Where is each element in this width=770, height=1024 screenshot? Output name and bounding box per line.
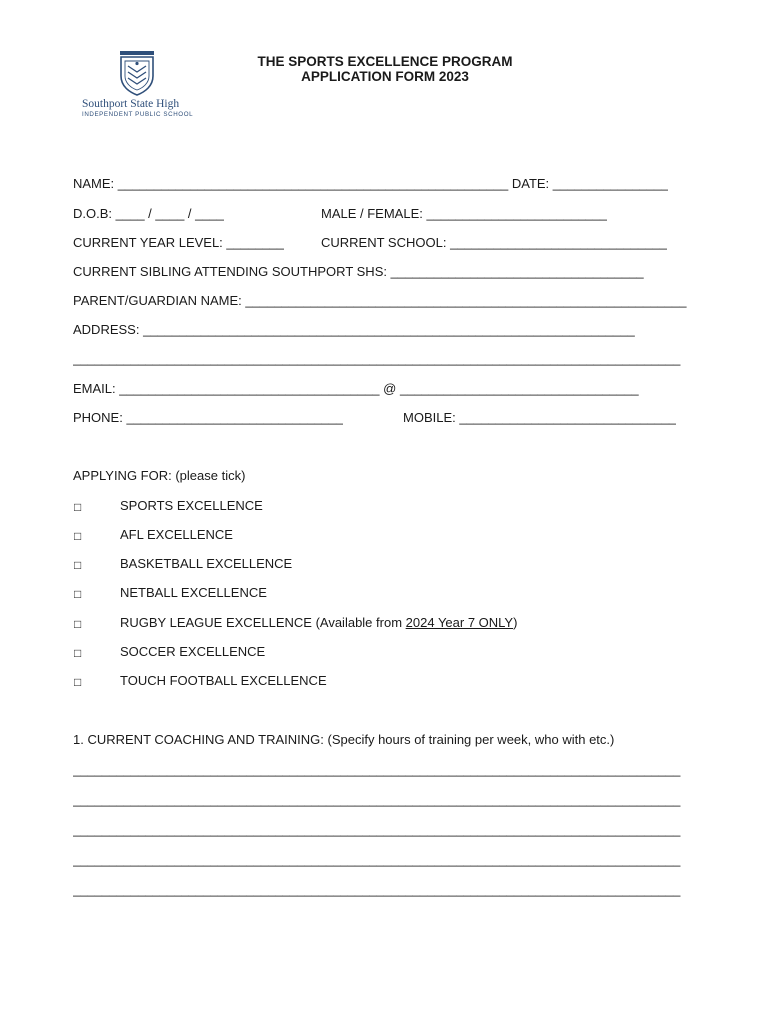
rugby-note-suffix: ) bbox=[513, 615, 518, 630]
checkbox-rugby-league[interactable]: □ bbox=[74, 617, 82, 631]
option-sports-excellence: SPORTS EXCELLENCE bbox=[120, 498, 263, 513]
address-field[interactable] bbox=[73, 322, 695, 338]
mobile-field[interactable] bbox=[403, 410, 676, 426]
phone-field[interactable] bbox=[73, 410, 343, 426]
mobile-label: MOBILE: bbox=[403, 410, 456, 425]
date-label: DATE: bbox=[511, 176, 550, 191]
dob-blank[interactable]: ____ / ____ / ____ bbox=[115, 206, 225, 221]
current-school-field[interactable] bbox=[321, 235, 667, 251]
address-label: ADDRESS: bbox=[73, 322, 140, 337]
checkbox-sports[interactable]: □ bbox=[74, 500, 82, 514]
option-basketball-excellence: BASKETBALL EXCELLENCE bbox=[120, 556, 293, 571]
email-domain-blank[interactable]: _________________________________ bbox=[399, 381, 639, 396]
checkbox-netball[interactable]: □ bbox=[74, 587, 82, 601]
applying-for-label: APPLYING FOR: (please tick) bbox=[73, 468, 246, 483]
option-touch-football-excellence: TOUCH FOOTBALL EXCELLENCE bbox=[120, 673, 327, 688]
form-title: THE SPORTS EXCELLENCE PROGRAM bbox=[257, 54, 513, 69]
section-1-heading: 1. CURRENT COACHING AND TRAINING: (Specify hours of training per week, who with etc.) bbox=[73, 732, 615, 747]
email-field[interactable] bbox=[73, 381, 698, 397]
school-name: Southport State High bbox=[82, 98, 180, 110]
gender-field[interactable] bbox=[321, 206, 607, 222]
dob-label: D.O.B: bbox=[73, 206, 113, 221]
email-label: EMAIL: bbox=[73, 381, 116, 396]
email-at-sign: @ bbox=[383, 381, 397, 396]
school-subtitle: INDEPENDENT PUBLIC SCHOOL bbox=[82, 111, 194, 118]
rugby-league-label: RUGBY LEAGUE EXCELLENCE bbox=[120, 615, 312, 630]
option-soccer-excellence: SOCCER EXCELLENCE bbox=[120, 644, 266, 659]
sibling-label: CURRENT SIBLING ATTENDING SOUTHPORT SHS: bbox=[73, 264, 387, 279]
dob-field[interactable] bbox=[73, 206, 224, 222]
address-line-2[interactable]: ____________________________________________________________________________________ bbox=[73, 351, 681, 366]
sibling-blank[interactable]: ___________________________________ bbox=[390, 264, 644, 279]
email-user-blank[interactable]: ____________________________________ bbox=[119, 381, 380, 396]
coaching-answer-line-2[interactable]: ____________________________________________________________________________________ bbox=[73, 792, 681, 807]
option-rugby-league-excellence bbox=[120, 615, 517, 631]
school-crest-icon bbox=[118, 50, 156, 96]
name-label: NAME: bbox=[73, 176, 115, 191]
coaching-answer-line-5[interactable]: ____________________________________________________________________________________ bbox=[73, 882, 681, 897]
checkbox-soccer[interactable]: □ bbox=[74, 646, 82, 660]
name-field[interactable] bbox=[73, 176, 668, 192]
gender-blank[interactable]: _________________________ bbox=[426, 206, 608, 221]
coaching-answer-line-4[interactable]: ____________________________________________________________________________________ bbox=[73, 852, 681, 867]
checkbox-touch-football[interactable]: □ bbox=[74, 675, 82, 689]
gender-label: MALE / FEMALE: bbox=[321, 206, 423, 221]
rugby-note-link: 2024 Year 7 ONLY bbox=[405, 615, 514, 630]
option-netball-excellence: NETBALL EXCELLENCE bbox=[120, 585, 267, 600]
checkbox-afl[interactable]: □ bbox=[74, 529, 82, 543]
current-school-label: CURRENT SCHOOL: bbox=[321, 235, 447, 250]
checkbox-basketball[interactable]: □ bbox=[74, 558, 82, 572]
parent-name-label: PARENT/GUARDIAN NAME: bbox=[73, 293, 242, 308]
phone-label: PHONE: bbox=[73, 410, 123, 425]
year-level-blank[interactable]: ________ bbox=[226, 235, 285, 250]
address-blank[interactable]: ____________________________________________________________________ bbox=[143, 322, 635, 337]
option-afl-excellence: AFL EXCELLENCE bbox=[120, 527, 233, 542]
year-level-label: CURRENT YEAR LEVEL: bbox=[73, 235, 223, 250]
name-blank[interactable]: ______________________________________________________ bbox=[117, 176, 509, 191]
current-school-blank[interactable]: ______________________________ bbox=[450, 235, 667, 250]
date-blank[interactable]: ________________ bbox=[552, 176, 669, 191]
parent-name-field[interactable] bbox=[73, 293, 695, 309]
rugby-note-prefix: (Available from bbox=[311, 615, 406, 630]
coaching-answer-line-3[interactable]: ____________________________________________________________________________________ bbox=[73, 822, 681, 837]
form-subtitle: APPLICATION FORM 2023 bbox=[301, 69, 469, 84]
sibling-field[interactable] bbox=[73, 264, 644, 280]
mobile-blank[interactable]: ______________________________ bbox=[459, 410, 677, 425]
year-level-field[interactable] bbox=[73, 235, 284, 251]
coaching-answer-line-1[interactable]: ____________________________________________________________________________________ bbox=[73, 762, 681, 777]
phone-blank[interactable]: ______________________________ bbox=[126, 410, 344, 425]
school-logo bbox=[82, 50, 194, 118]
parent-name-blank[interactable]: _____________________________________________________________ bbox=[245, 293, 687, 308]
